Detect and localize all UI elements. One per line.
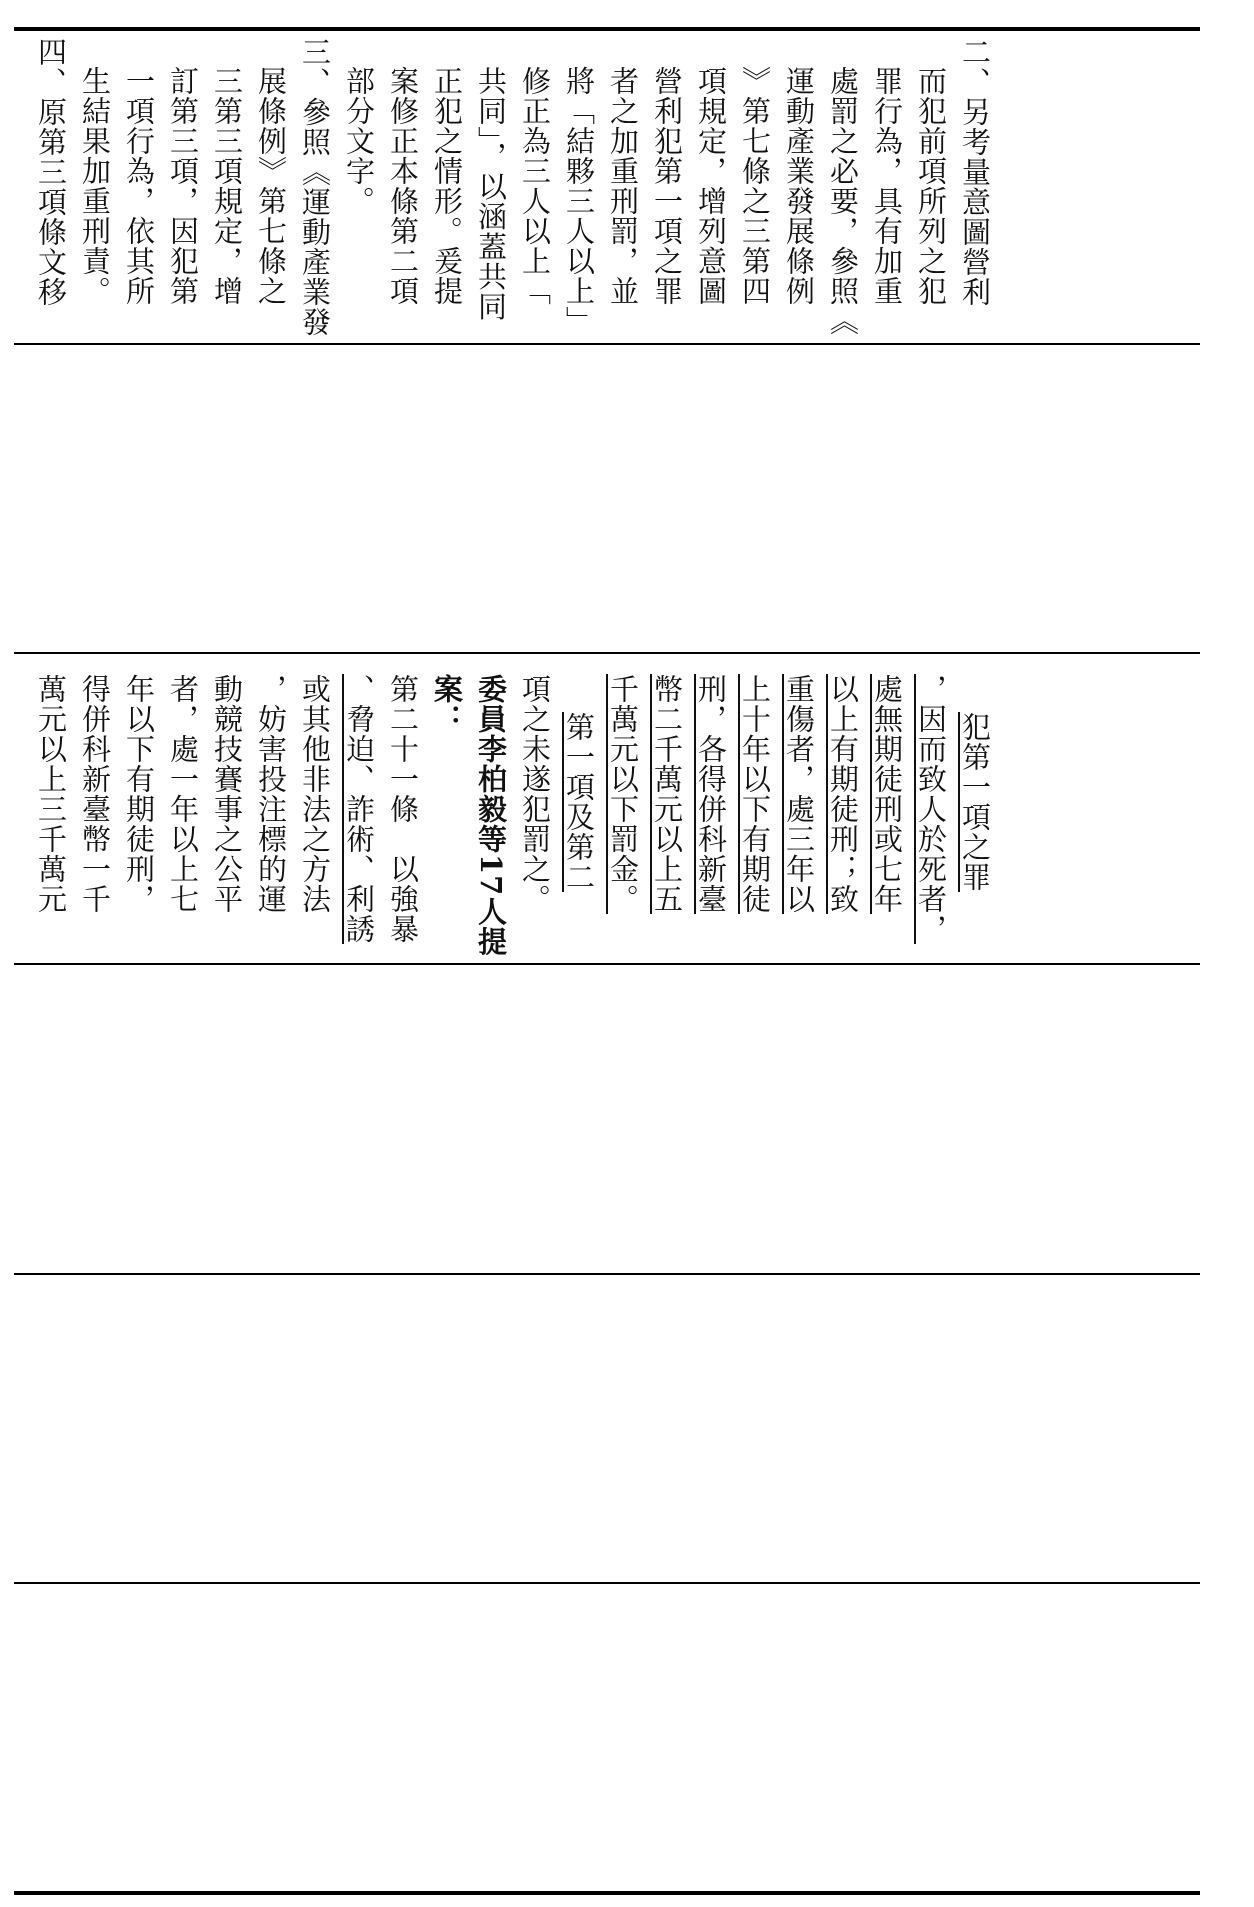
text-line: 項規定，增列意圖 xyxy=(694,66,728,306)
text-line: 者，處一年以上七 xyxy=(166,674,200,914)
text-line: 第二十一條 以強暴 xyxy=(386,674,420,944)
text-line: 生結果加重刑責。 xyxy=(78,66,112,306)
text-line: 三、參照《運動產業發 xyxy=(298,37,332,337)
text-line: 上十年以下有期徒 xyxy=(738,674,772,914)
text-line: 部分文字。 xyxy=(342,66,376,216)
proposal-heading: 委員李柏毅等17人提 xyxy=(474,674,508,956)
article-section xyxy=(14,660,1200,956)
empty-cell-3 xyxy=(14,1277,1200,1577)
row-divider-3 xyxy=(14,963,1200,965)
text-line: 動競技賽事之公平 xyxy=(210,674,244,914)
text-line: ，妨害投注標的運 xyxy=(254,674,288,914)
text-line: 一項行為，依其所 xyxy=(122,66,156,306)
row-divider-1 xyxy=(14,343,1200,345)
row-divider-4 xyxy=(14,1273,1200,1275)
text-line: 重傷者，處三年以 xyxy=(782,674,816,914)
text-line: 》第七條之三第四 xyxy=(738,66,772,306)
text-line: 項之未遂犯罰之。 xyxy=(518,674,552,914)
text-line: 展條例》第七條之 xyxy=(254,66,288,306)
text-line: 四、原第三項條文移 xyxy=(34,37,68,307)
text-line: 罪行為，具有加重 xyxy=(870,66,904,306)
text-line: 千萬元以下罰金。 xyxy=(606,674,640,914)
text-line: 修正為三人以上「 xyxy=(518,66,552,306)
text-line: 三第三項規定，增 xyxy=(210,66,244,306)
text-line: 年以下有期徒刑， xyxy=(122,674,156,914)
text-line: 幣二千萬元以上五 xyxy=(650,674,684,914)
text-line: 運動產業發展條例 xyxy=(782,66,816,306)
text-line: 得併科新臺幣一千 xyxy=(78,674,112,914)
text-line: 共同」，以涵蓋共同 xyxy=(474,66,508,322)
row-divider-5 xyxy=(14,1582,1200,1584)
empty-cell-4 xyxy=(14,1586,1200,1886)
text-line: 以上有期徒刑；致 xyxy=(826,674,860,914)
text-line: 二、另考量意圖營利 xyxy=(958,37,992,307)
bottom-border xyxy=(14,1891,1200,1895)
text-line: 而犯前項所列之犯 xyxy=(914,66,948,306)
text-line: 案修正本條第二項 xyxy=(386,66,420,306)
text-line: 將「結夥三人以上」 xyxy=(562,66,596,336)
text-line: 或其他非法之方法 xyxy=(298,674,332,914)
text-line: 犯第一項之罪 xyxy=(958,712,992,892)
explanation-section xyxy=(14,37,1200,337)
top-border xyxy=(14,27,1200,31)
row-divider-2 xyxy=(14,652,1200,654)
text-line: 正犯之情形。爰提 xyxy=(430,66,464,306)
proposal-heading: 案： xyxy=(430,674,464,734)
text-line: 處無期徒刑或七年 xyxy=(870,674,904,914)
text-line: 營利犯第一項之罪 xyxy=(650,66,684,306)
text-line: 、脅迫、詐術、利誘 xyxy=(342,674,376,944)
text-line: 訂第三項，因犯第 xyxy=(166,66,200,306)
text-line: 刑，各得併科新臺 xyxy=(694,674,728,914)
text-line: 萬元以上三千萬元 xyxy=(34,674,68,914)
text-line: 者之加重刑罰，並 xyxy=(606,66,640,306)
text-line: ，因而致人於死者， xyxy=(914,674,948,944)
text-line: 處罰之必要，參照《 xyxy=(826,66,860,336)
empty-cell-1 xyxy=(14,347,1200,647)
text-line: 第一項及第二 xyxy=(562,712,596,892)
empty-cell-2 xyxy=(14,967,1200,1267)
